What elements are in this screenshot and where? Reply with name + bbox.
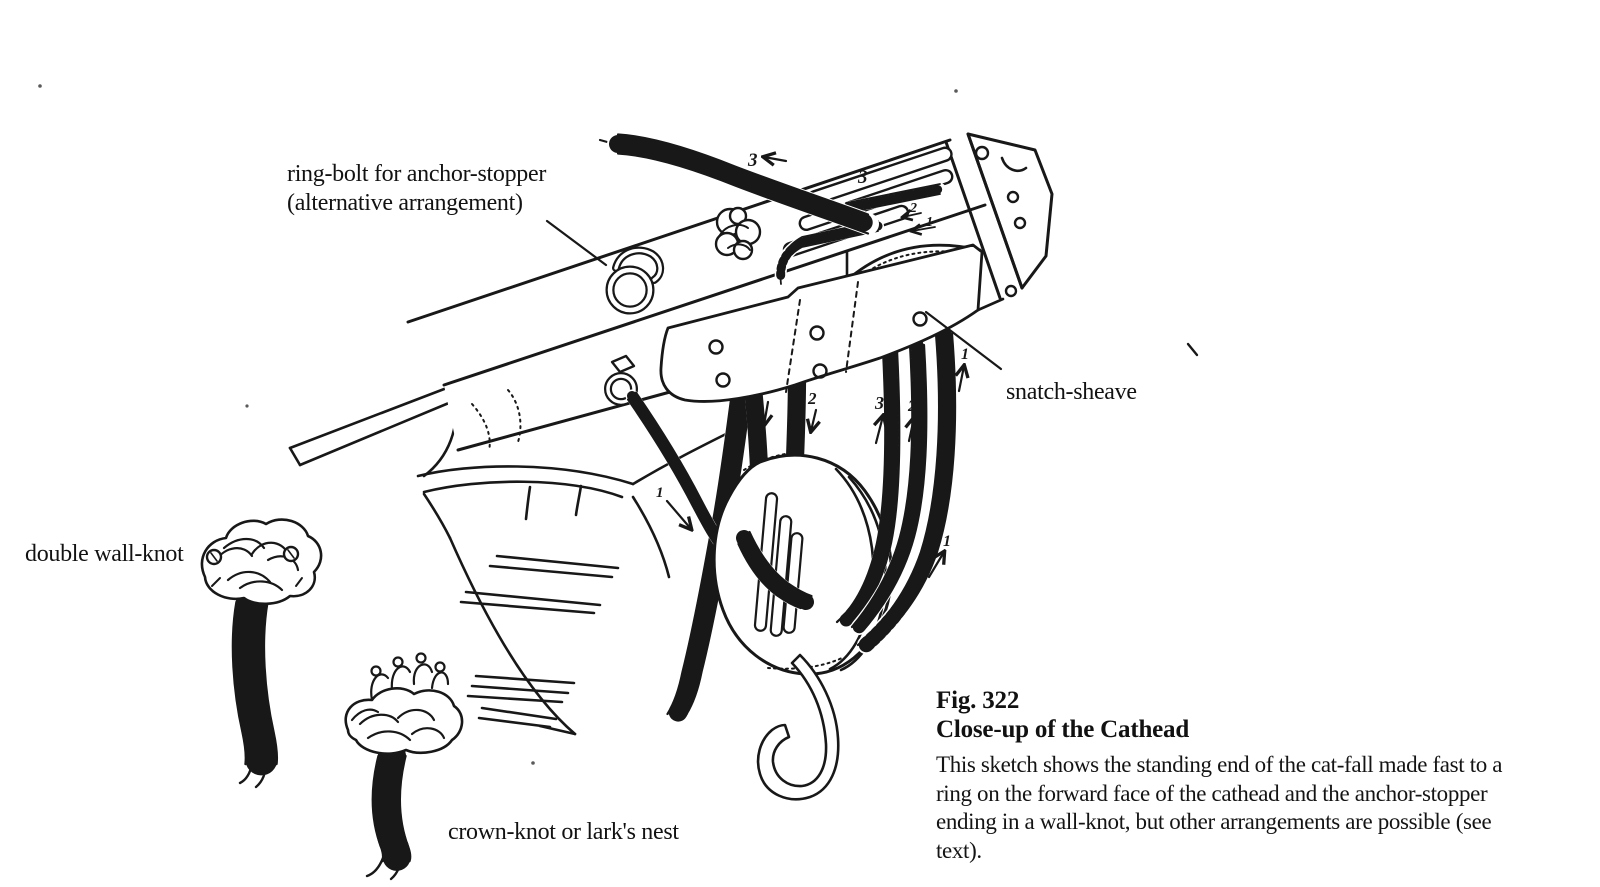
caption-body-line: text). xyxy=(936,837,982,863)
num-3-top-b: 3 xyxy=(858,167,868,188)
cat-hook xyxy=(758,655,838,799)
label-ring-bolt-line1: ring-bolt for anchor-stopper xyxy=(287,161,547,187)
double-wall-knot-drawing xyxy=(202,520,321,787)
num-1-block: 1 xyxy=(943,533,951,550)
label-snatch-sheave: snatch-sheave xyxy=(1006,379,1137,405)
label-crown-knot: crown-knot or lark's nest xyxy=(448,819,679,845)
caption-body-line: ring on the forward face of the cathead and the anchor-stopper xyxy=(936,780,1488,806)
ring-bolt-leader-line xyxy=(547,221,606,265)
scan-stray-mark xyxy=(1188,344,1197,355)
num-3-fall-up: 3 xyxy=(875,393,884,413)
caption-heading xyxy=(936,686,1189,744)
num-2-fall-up: 2 xyxy=(908,398,916,415)
num-2-slot: 2 xyxy=(910,201,917,216)
num-1-slot: 1 xyxy=(926,215,933,230)
label-double-wall-knot: double wall-knot xyxy=(25,541,184,567)
crown-knot-drawing xyxy=(346,654,462,880)
num-2-fall-down: 2 xyxy=(808,389,817,408)
caption-body-line: This sketch shows the standing end of the cat-fall made fast to a xyxy=(936,752,1503,777)
caption-title: Close-up of the Cathead xyxy=(936,716,1190,743)
num-1-eye: 1 xyxy=(656,485,664,501)
num-3-fall-down: 3 xyxy=(755,427,764,447)
num-3-top-a: 3 xyxy=(748,150,758,171)
label-ring-bolt-line2: (alternative arrangement) xyxy=(287,190,523,216)
caption-body xyxy=(936,751,1502,865)
label-ring-bolt xyxy=(287,160,546,218)
num-1-fall-up: 1 xyxy=(961,346,969,363)
caption-body-line: ending in a wall-knot, but other arrangements are possible (see xyxy=(936,809,1492,834)
caption-fig-number: Fig. 322 xyxy=(936,687,1020,714)
